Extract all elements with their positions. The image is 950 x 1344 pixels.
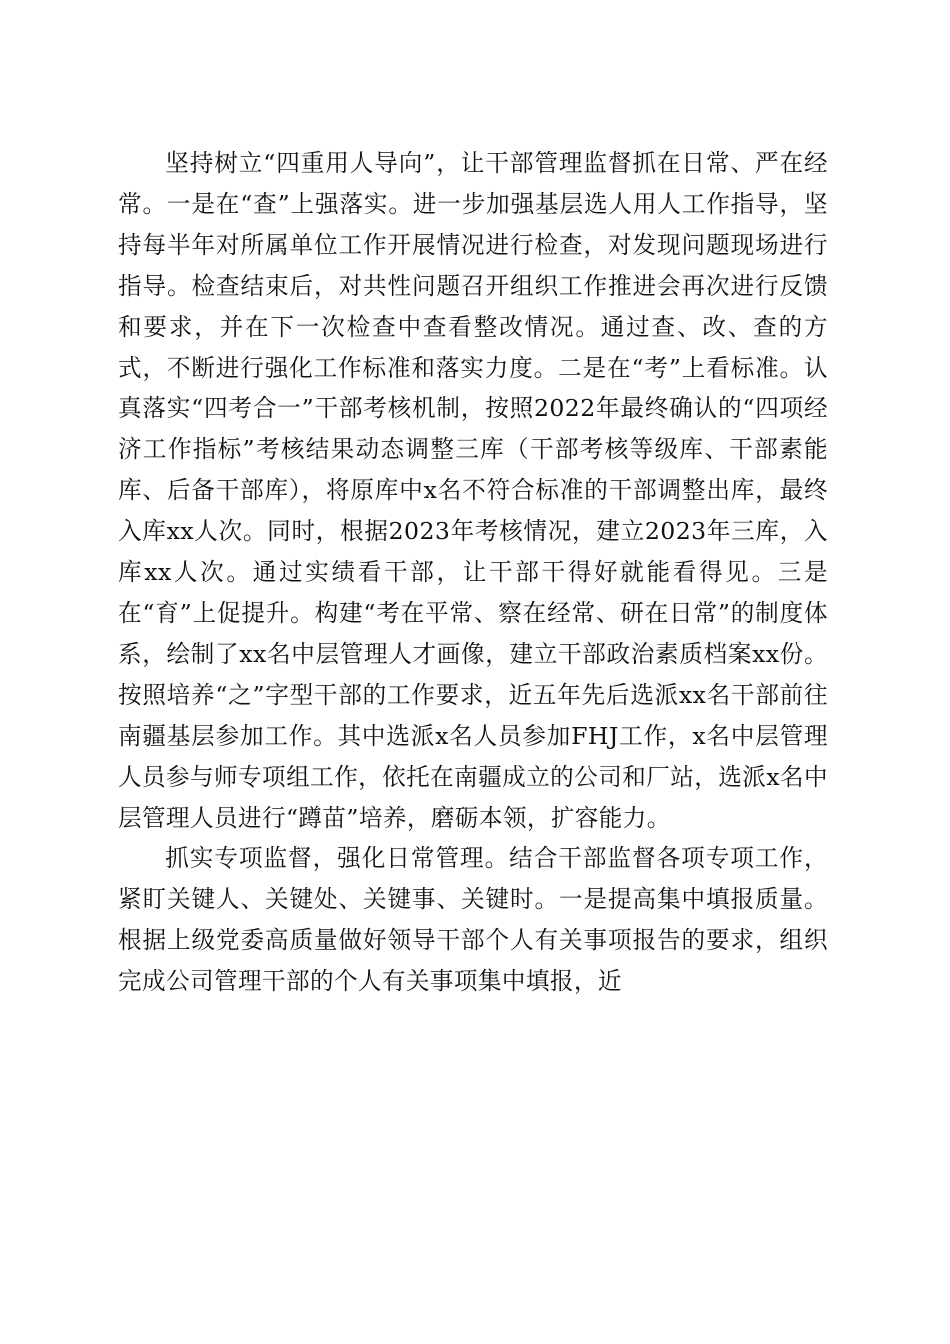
paragraph-2: 抓实专项监督，强化日常管理。结合干部监督各项专项工作，紧盯关键人、关键处、关键事、关键时。一是提高集中填报质量。根据上级党委高质量做好领导干部个人有关事项报告的要求，组织完成公司管理干部的个人有关事项集中填报，近 <box>118 844 828 996</box>
document-body <box>118 143 828 1002</box>
paragraph-1: 坚持树立“四重用人导向”，让干部管理监督抓在日常、严在经常。一是在“查”上强落实。进一步加强基层选人用人工作指导，坚持每半年对所属单位工作开展情况进行检查，对发现问题现场进行指导。检查结束后，对共性问题召开组织工作推进会再次进行反馈和要求，并在下一次检查中查看整改情况。通过查、改、查的方式，不断进行强化工作标准和落实力度。二是在“考”上看标准。认真落实“四考合一”干部考核机制，按照2022年最终确认的“四项经济工作指标”考核结果动态调整三库（干部考核等级库、干部素能库、后备干部库），将原库中x名不符合标准的干部调整出库，最终入库xx人次。同时，根据2023年考核情况，建立2023年三库，入库xx人次。通过实绩看干部，让干部干得好就能看得见。三是在“育”上促提升。构建“考在平常、察在经常、研在日常”的制度体系，绘制了xx名中层管理人才画像，建立干部政治素质档案xx份。按照培养“之”字型干部的工作要求，近五年先后选派xx名干部前往南疆基层参加工作。其中选派x名人员参加FHJ工作，x名中层管理人员参与师专项组工作，依托在南疆成立的公司和厂站，选派x名中层管理人员进行“蹲苗”培养，磨砺本领，扩容能力。 <box>118 149 828 832</box>
